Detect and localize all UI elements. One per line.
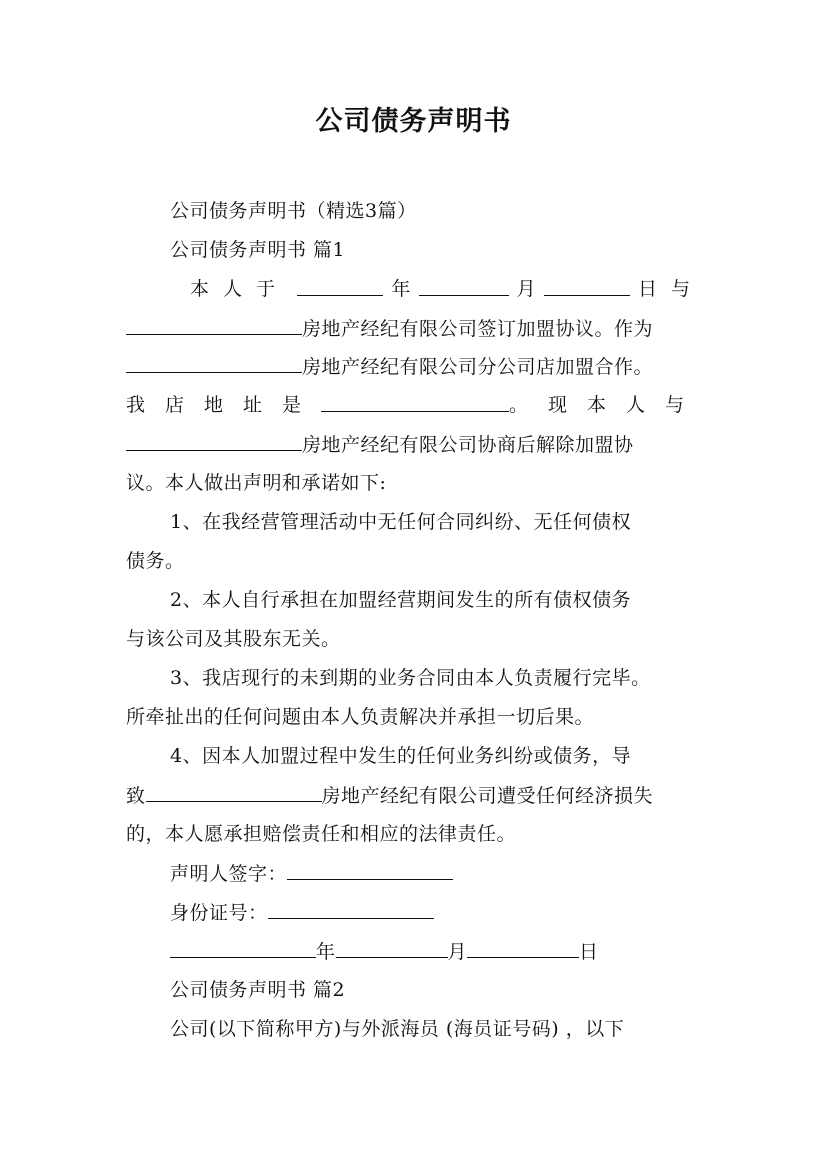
blank-id-number [268,900,434,919]
paragraph-line [126,432,634,457]
text-fragment: 年 [391,278,411,300]
blank-company [126,432,302,451]
blank-year [297,277,383,296]
paragraph-line: 公司(以下简称甲方)与外派海员 (海员证号码) ，以下 [170,1018,625,1040]
text-fragment: 本人于 [190,278,290,300]
signature-label: 声明人签字： [170,863,288,885]
id-number-line [170,900,434,925]
blank-company [146,783,322,802]
text-fragment: 房地产经纪有限公司分公司店加盟合作。 [302,356,654,378]
clause-3: 3、我店现行的未到期的业务合同由本人负责履行完毕。 [170,667,651,689]
paragraph-line: 的，本人愿承担赔偿责任和相应的法律责任。 [126,823,517,845]
text-fragment: 我店地址是 [126,394,322,416]
paragraph-line: 议。本人做出声明和承诺如下: [126,472,387,494]
text-fragment: 致 [126,785,146,807]
blank-company [126,354,302,373]
blank-month [419,277,509,296]
text-fragment: 月 [516,278,536,300]
blank-year [170,939,316,958]
clause-4: 4、因本人加盟过程中发生的任何业务纠纷或债务，导 [170,745,632,767]
section-heading-1: 公司债务声明书 篇1 [170,239,346,261]
signing-date-line [170,939,599,964]
clause-1: 1、在我经营管理活动中无任何合同纠纷、无任何债权 [170,511,632,533]
blank-signature [287,861,453,880]
blank-month [336,939,448,958]
blank-company [126,316,302,335]
signature-line [170,861,453,886]
id-number-label: 身份证号： [170,902,268,924]
blank-address [321,393,509,412]
text-fragment: 年 [316,941,336,963]
collection-heading: 公司债务声明书（精选3篇） [170,200,417,222]
paragraph-line [126,354,653,379]
text-fragment: 月 [447,941,468,963]
paragraph-line: 与该公司及其股东无关。 [126,628,341,650]
blank-day [544,277,630,296]
text-fragment: 。现本人与 [508,394,704,416]
text-fragment: 房地产经纪有限公司协商后解除加盟协 [302,434,634,456]
section-heading-2: 公司债务声明书 篇2 [170,979,346,1001]
address-line [126,393,704,417]
text-fragment: 房地产经纪有限公司遭受任何经济损失 [321,785,654,807]
date-line [190,277,704,301]
paragraph-line: 债务。 [126,550,185,572]
clause-2: 2、本人自行承担在加盟经营期间发生的所有债权债务 [170,589,632,611]
blank-day [467,939,579,958]
text-fragment: 日 [579,941,599,963]
paragraph-line: 所牵扯出的任何问题由本人负责解决并承担一切后果。 [126,706,595,728]
text-fragment: 房地产经纪有限公司签订加盟协议。作为 [302,318,654,340]
paragraph-line [126,783,653,808]
document-title: 公司债务声明书 [315,106,512,137]
paragraph-line [126,316,653,341]
text-fragment: 日与 [637,278,704,300]
